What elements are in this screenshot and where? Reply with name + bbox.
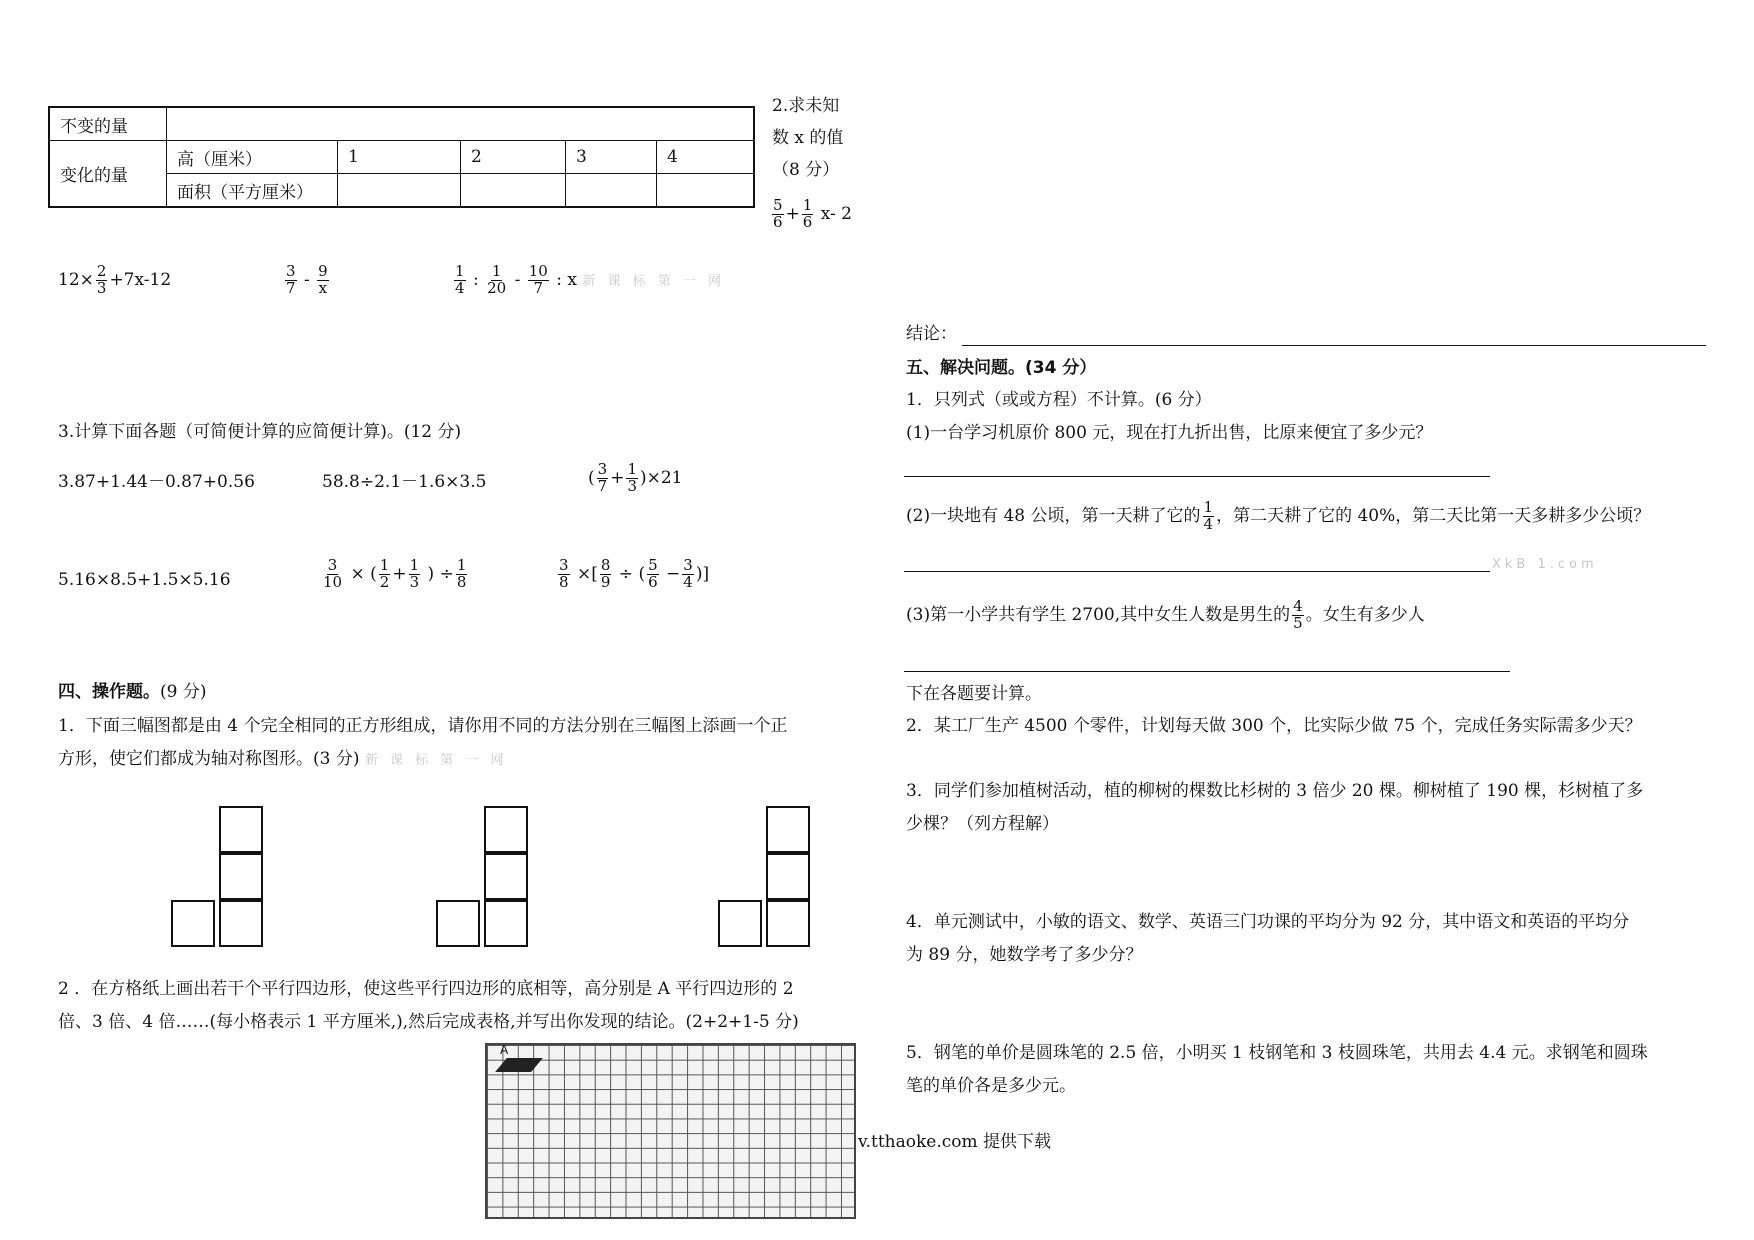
fraction: $\frac{3}{8}$	[559, 556, 569, 591]
fraction: $\frac{9}{x}$	[318, 262, 328, 297]
calc-problem-3: ( $\frac{3}{7}$ + $\frac{1}{3}$ )×21	[588, 460, 683, 495]
section4-q2-line1: 2 ．在方格纸上画出若干个平行四边形，使这些平行四边形的底相等，高分别是 A 平行四边形的 2	[58, 979, 794, 999]
fraction: $\frac{10}{7}$	[528, 262, 548, 297]
fraction: $\frac{1}{3}$	[627, 460, 637, 495]
solve-x-title-2: 数 x 的值	[772, 128, 844, 148]
section5-q4-line1: 4．单元测试中，小敏的语文、数学、英语三门功课的平均分为 92 分，其中语文和英语的平均分	[906, 912, 1630, 932]
table-row1-value[interactable]	[167, 107, 755, 141]
answer-line-q1c[interactable]	[904, 671, 1510, 672]
equation-3: $\frac{3}{7}$ - $\frac{9}{x}$	[286, 262, 328, 297]
answer-line-q1b[interactable]	[904, 571, 1490, 572]
watermark: XkB 1.com	[1492, 557, 1598, 572]
fraction: $\frac{5}{6}$	[773, 196, 783, 231]
equation-2: 12× $\frac{2}{3}$ +7x-12	[58, 262, 172, 297]
fraction: $\frac{5}{6}$	[648, 556, 658, 591]
fraction: $\frac{3}{10}$	[323, 556, 343, 591]
section5-q5-line2: 笔的单价各是多少元。	[906, 1076, 1076, 1096]
watermark: 新 课 标 第 一 网	[582, 273, 726, 289]
footer-source: v.tthaoke.com 提供下载	[858, 1132, 1052, 1152]
table-area-2[interactable]	[461, 174, 566, 208]
square-figure-1[interactable]	[171, 806, 267, 954]
fraction: $\frac{1}{6}$	[802, 196, 813, 231]
section5-q3-line2: 少棵？（列方程解）	[906, 814, 1059, 834]
section5-q3-line1: 3．同学们参加植树活动，植的柳树的棵数比杉树的 3 倍少 20 棵。柳树植了 190 棵，杉树植了多	[906, 781, 1644, 801]
relation-table	[48, 106, 755, 208]
calc-problem-1: 3.87+1.44－0.87+0.56	[58, 472, 255, 492]
table-height-2: 2	[461, 141, 566, 174]
calc-problem-5: $\frac{3}{10}$ × ( $\frac{1}{2}$ + $\frac{1}{3}$ ) ÷ $\frac{1}{8}$	[323, 556, 467, 591]
table-height-4: 4	[657, 141, 755, 174]
fraction: $\frac{1}{4}$	[1203, 498, 1214, 533]
section5-q1b: (2)一块地有 48 公顷，第一天耕了它的 $\frac{1}{4}$ ，第二天耕了它的 40%，第二天比第一天多耕多少公顷？	[906, 498, 1651, 533]
section4-q1-line1: 1．下面三幅图都是由 4 个完全相同的正方形组成，请你用不同的方法分别在三幅图上添画一个正	[58, 716, 788, 736]
answer-line-q1a[interactable]	[904, 476, 1490, 477]
section4-score: (9 分)	[160, 682, 207, 702]
equation-1: $\frac{5}{6}$ + $\frac{1}{6}$ x- 2	[773, 196, 853, 231]
table-height-3: 3	[566, 141, 657, 174]
section5-note: 下在各题要计算。	[906, 684, 1042, 704]
grid-paper[interactable]	[485, 1043, 856, 1219]
conclusion-answer-line[interactable]	[962, 345, 1706, 346]
table-area-1[interactable]	[338, 174, 461, 208]
fraction: $\frac{2}{3}$	[96, 262, 107, 297]
parallelogram-a-label: A	[500, 1043, 509, 1057]
equation-4: $\frac{1}{4}$ : $\frac{1}{20}$ - $\frac{10}{7}$ : x 新 课 标 第 一 网	[455, 262, 726, 297]
section5-q1: 1．只列式（或或方程）不计算。(6 分）	[906, 390, 1212, 410]
section5-q1a: (1)一台学习机原价 800 元，现在打九折出售，比原来便宜了多少元？	[906, 423, 1433, 443]
fraction: $\frac{3}{7}$	[597, 460, 608, 495]
fraction: $\frac{1}{4}$	[455, 262, 465, 297]
table-area-label: 面积（平方厘米）	[167, 174, 338, 208]
square-figure-2[interactable]	[436, 806, 532, 954]
fraction: $\frac{3}{4}$	[683, 556, 693, 591]
section4-heading	[58, 684, 206, 701]
fraction: $\frac{1}{8}$	[456, 556, 467, 591]
section5-q1c: (3)第一小学共有学生 2700,其中女生人数是男生的 $\frac{4}{5}$ 。女生有多少人	[906, 597, 1425, 632]
section4-title: 四、操作题。	[58, 682, 160, 702]
section5-q4-line2: 为 89 分，她数学考了多少分？	[906, 945, 1143, 965]
fraction: $\frac{1}{3}$	[409, 556, 420, 591]
fraction: $\frac{4}{5}$	[1293, 597, 1303, 632]
table-height-label: 高（厘米）	[167, 141, 338, 174]
calc-problem-4: 5.16×8.5+1.5×5.16	[58, 570, 231, 590]
fraction: $\frac{8}{9}$	[600, 556, 611, 591]
table-area-3[interactable]	[566, 174, 657, 208]
watermark: 新 课 标 第 一 网	[364, 753, 508, 768]
conclusion-label: 结论：	[906, 324, 957, 344]
section5-title: 五、解决问题。(34 分）	[906, 358, 1097, 378]
table-row1-label: 不变的量	[49, 107, 167, 141]
section5-q2: 2．某工厂生产 4500 个零件，计划每天做 300 个，比实际少做 75 个，完成任务实际需多少天？	[906, 716, 1642, 736]
calc-problem-2: 58.8÷2.1－1.6×3.5	[322, 472, 487, 492]
calc-title: 3.计算下面各题（可简便计算的应简便计算)。(12 分)	[58, 422, 462, 442]
section5-q5-line1: 5．钢笔的单价是圆珠笔的 2.5 倍，小明买 1 枝钢笔和 3 枝圆珠笔，共用去 4.4 元。求钢笔和圆珠	[906, 1043, 1648, 1063]
solve-x-title-1: 2.求未知	[772, 96, 840, 116]
table-height-1: 1	[338, 141, 461, 174]
fraction: $\frac{3}{7}$	[286, 262, 296, 297]
solve-x-title-3: （8 分）	[772, 160, 840, 180]
fraction: $\frac{1}{2}$	[379, 556, 390, 591]
table-area-4[interactable]	[657, 174, 755, 208]
square-figure-3[interactable]	[718, 806, 814, 954]
fraction: $\frac{1}{20}$	[487, 262, 507, 297]
section4-q1-line2: 方形，使它们都成为轴对称图形。(3 分) 新 课 标 第 一 网	[58, 749, 508, 769]
table-row2-label: 变化的量	[49, 141, 167, 208]
calc-problem-6: $\frac{3}{8}$ ×[ $\frac{8}{9}$ ÷ ( $\frac{5}{6}$ − $\frac{3}{4}$ )]	[559, 556, 710, 591]
section4-q2-line2: 倍、3 倍、4 倍……(每小格表示 1 平方厘米,),然后完成表格,并写出你发现的结论。(2+2+1-5 分)	[58, 1012, 799, 1032]
